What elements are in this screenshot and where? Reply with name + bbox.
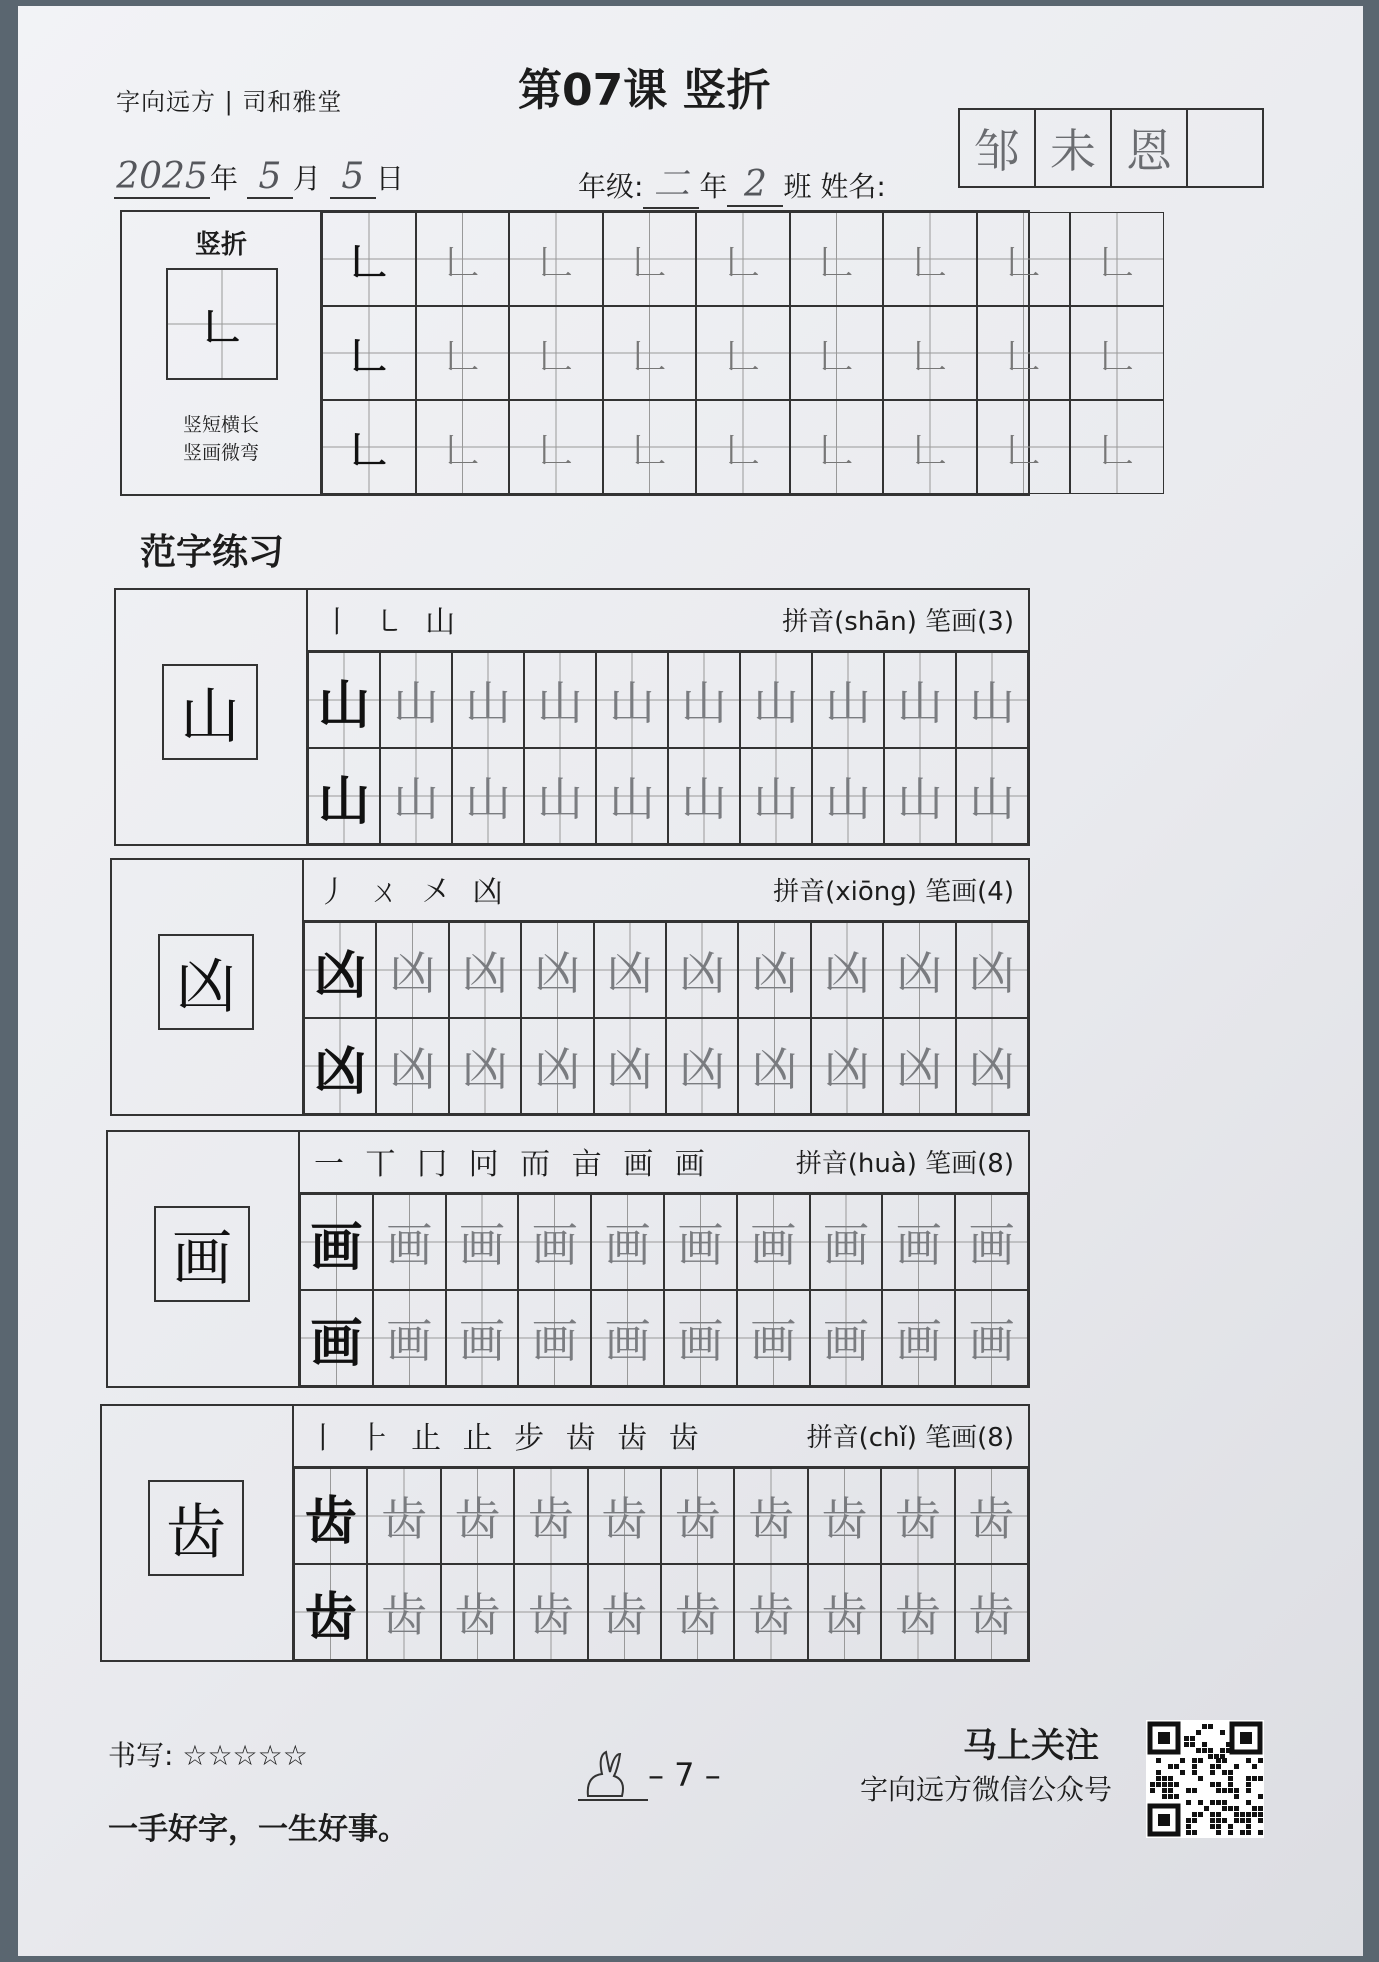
char-practice-glyph: 齿 [601, 1492, 648, 1546]
char-practice-cell [524, 652, 596, 748]
char-practice-glyph: 画 [895, 1218, 942, 1272]
char-practice-glyph: 齿 [674, 1588, 721, 1642]
char-practice-glyph: 凶 [823, 946, 870, 1000]
stroke-practice-glyph: 𠃊 [912, 242, 947, 283]
day-label: 日 [375, 162, 404, 195]
char-practice-glyph: 凶 [968, 946, 1015, 1000]
char-practice-glyph: 凶 [314, 1040, 367, 1102]
char-practice-cell [955, 1290, 1028, 1386]
stroke-model-cell [166, 268, 278, 380]
char-practice-cell [449, 1018, 521, 1114]
char-practice-cell [811, 1018, 883, 1114]
char-practice-glyph: 山 [393, 676, 439, 730]
char-practice-cell [668, 652, 740, 748]
char-practice-cell [594, 1018, 666, 1114]
char-practice-glyph: 凶 [606, 946, 653, 1000]
stroke-practice-glyph: 𠃊 [445, 430, 480, 471]
stroke-practice-cell [1070, 212, 1164, 306]
stroke-practice-glyph: 𠃊 [538, 336, 573, 377]
stroke-practice-glyph: 𠃊 [725, 336, 760, 377]
stroke-practice-glyph: 𠃊 [445, 242, 480, 283]
char-practice-cell [588, 1564, 661, 1660]
char-practice-cell [883, 922, 955, 1018]
class-value: 2 [727, 164, 783, 207]
char-practice-cell [367, 1468, 440, 1564]
stroke-practice-cell [603, 400, 697, 494]
char-practice-glyph: 画 [604, 1218, 651, 1272]
char-model-box [148, 1480, 244, 1576]
stroke-model-symbol: 𠃊 [203, 306, 240, 348]
char-practice-glyph: 山 [897, 772, 943, 826]
day-value: 5 [330, 156, 376, 199]
char-practice-glyph: 齿 [601, 1588, 648, 1642]
char-practice-glyph: 画 [386, 1218, 433, 1272]
stroke-practice-glyph: 𠃊 [912, 336, 947, 377]
stroke-practice-cell [977, 306, 1071, 400]
char-practice-glyph: 凶 [751, 1042, 798, 1096]
char-practice-glyph: 山 [465, 772, 511, 826]
rabbit-icon [578, 1746, 648, 1810]
char-practice-glyph: 画 [677, 1218, 724, 1272]
stroke-practice-glyph: 𠃊 [632, 242, 667, 283]
char-practice-cell [884, 652, 956, 748]
char-practice-cell [521, 1018, 593, 1114]
stroke-sequence: 丿 ㄨ 㐅 凶 [318, 875, 509, 910]
grade-label: 年级: [578, 170, 644, 203]
pinyin-label: 拼音(shān) [782, 606, 917, 637]
char-practice-cell [955, 1468, 1028, 1564]
char-practice-glyph: 山 [681, 772, 727, 826]
rating-stars[interactable]: ☆☆☆☆☆ [182, 1739, 308, 1772]
stroke-practice-glyph: 𠃊 [632, 430, 667, 471]
char-practice-glyph: 画 [531, 1218, 578, 1272]
follow-text: 马上关注 [963, 1726, 1099, 1766]
char-model-glyph: 齿 [166, 1498, 226, 1568]
stroke-practice-cell [883, 306, 977, 400]
section-title: 范字练习 [140, 532, 285, 573]
char-practice-glyph: 山 [897, 676, 943, 730]
char-header [294, 1404, 1028, 1468]
char-practice-cell [882, 1290, 955, 1386]
char-practice-glyph: 画 [968, 1218, 1015, 1272]
char-practice-cell [294, 1564, 367, 1660]
char-model-box [162, 664, 258, 760]
char-practice-glyph: 凶 [389, 946, 436, 1000]
stroke-sequence: 丨 ㇄ 山 [322, 605, 462, 640]
char-header [300, 1130, 1028, 1194]
char-practice-glyph: 齿 [968, 1492, 1015, 1546]
char-practice-cell [452, 748, 524, 844]
char-model-box [158, 934, 254, 1030]
char-practice-cell [664, 1290, 737, 1386]
pinyin-label: 拼音(xiōng) [773, 876, 917, 907]
char-practice-glyph: 凶 [314, 944, 367, 1006]
char-practice-glyph: 画 [604, 1314, 651, 1368]
date-line [114, 156, 404, 199]
name-label: 姓名: [820, 170, 886, 203]
char-practice-glyph: 齿 [381, 1588, 428, 1642]
char-practice-cell [596, 652, 668, 748]
char-practice-cell [811, 922, 883, 1018]
stroke-practice-glyph: 𠃊 [350, 241, 387, 283]
worksheet-page [18, 6, 1363, 1956]
char-practice-cell [591, 1194, 664, 1290]
char-practice-glyph: 画 [531, 1314, 578, 1368]
stroke-practice-cell [416, 212, 510, 306]
char-practice-cell [376, 922, 448, 1018]
page-number: – 7 – [648, 1756, 721, 1794]
char-practice-glyph: 画 [822, 1218, 869, 1272]
char-practice-cell [514, 1564, 587, 1660]
char-model-box [154, 1206, 250, 1302]
stroke-practice-cell [416, 400, 510, 494]
stroke-practice-cell [977, 400, 1071, 494]
char-practice-cell [808, 1564, 881, 1660]
char-practice-cell [294, 1468, 367, 1564]
char-practice-glyph: 画 [458, 1218, 505, 1272]
logo-text: 字向远方 | 司和雅堂 [116, 88, 343, 116]
char-model-glyph: 画 [172, 1224, 232, 1294]
char-practice-glyph: 凶 [461, 1042, 508, 1096]
char-practice-glyph: 画 [386, 1314, 433, 1368]
char-practice-cell [441, 1564, 514, 1660]
char-practice-glyph: 画 [310, 1216, 363, 1278]
qr-code-icon[interactable] [1146, 1720, 1264, 1838]
stroke-practice-glyph: 𠃊 [819, 336, 854, 377]
pinyin-label: 拼音(chǐ) [806, 1422, 917, 1453]
month-value: 5 [247, 156, 293, 199]
rating-row [108, 1734, 308, 1774]
char-practice-cell [380, 748, 452, 844]
stroke-practice-cell [1070, 400, 1164, 494]
char-practice-cell [588, 1468, 661, 1564]
char-practice-cell [446, 1194, 519, 1290]
char-header [304, 858, 1028, 922]
stroke-practice-cell [883, 212, 977, 306]
stroke-practice-cell [322, 400, 416, 494]
stroke-practice-cell [322, 306, 416, 400]
wechat-text: 字向远方微信公众号 [860, 1773, 1113, 1806]
stroke-count-label: 笔画(8) [925, 1148, 1014, 1179]
stroke-practice-cell [696, 212, 790, 306]
stroke-practice-glyph: 𠃊 [819, 242, 854, 283]
char-practice-cell [737, 1290, 810, 1386]
stroke-count-label: 笔画(8) [925, 1422, 1014, 1453]
stroke-practice-glyph: 𠃊 [538, 430, 573, 471]
char-practice-glyph: 齿 [748, 1588, 795, 1642]
year-label: 年 [210, 162, 239, 195]
grade-line [578, 156, 886, 209]
stroke-practice-glyph: 𠃊 [350, 335, 387, 377]
char-practice-cell [518, 1194, 591, 1290]
char-practice-glyph: 齿 [454, 1588, 501, 1642]
char-practice-cell [594, 922, 666, 1018]
char-practice-cell [524, 748, 596, 844]
char-practice-glyph: 山 [753, 772, 799, 826]
char-practice-glyph: 齿 [674, 1492, 721, 1546]
char-practice-cell [668, 748, 740, 844]
stroke-practice-cell [696, 400, 790, 494]
stroke-practice-cell [509, 400, 603, 494]
char-practice-cell [666, 922, 738, 1018]
char-practice-cell [452, 652, 524, 748]
char-practice-glyph: 山 [537, 772, 583, 826]
char-practice-cell [740, 652, 812, 748]
char-practice-cell [449, 922, 521, 1018]
stroke-practice-glyph: 𠃊 [445, 336, 480, 377]
char-practice-cell [661, 1564, 734, 1660]
stroke-practice-cell [509, 212, 603, 306]
char-practice-cell [373, 1290, 446, 1386]
char-practice-cell [883, 1018, 955, 1114]
stroke-practice-glyph: 𠃊 [1006, 430, 1041, 471]
grade-year-label: 年 [699, 170, 728, 203]
char-practice-cell [881, 1564, 954, 1660]
name-char-1: 邹 [960, 110, 1036, 186]
char-practice-glyph: 山 [317, 674, 370, 736]
month-label: 月 [292, 162, 321, 195]
char-practice-glyph: 齿 [821, 1588, 868, 1642]
char-practice-cell [300, 1290, 373, 1386]
stroke-practice-cell [790, 306, 884, 400]
stroke-practice-glyph: 𠃊 [725, 242, 760, 283]
char-practice-glyph: 山 [681, 676, 727, 730]
char-practice-glyph: 山 [825, 676, 871, 730]
char-practice-glyph: 齿 [748, 1492, 795, 1546]
char-practice-cell [380, 652, 452, 748]
year-value: 2025 [114, 156, 210, 199]
char-practice-cell [881, 1468, 954, 1564]
char-practice-cell [518, 1290, 591, 1386]
char-practice-glyph: 凶 [751, 946, 798, 1000]
char-practice-glyph: 齿 [304, 1490, 357, 1552]
stroke-practice-glyph: 𠃊 [1099, 430, 1134, 471]
char-practice-glyph: 齿 [894, 1588, 941, 1642]
grade-value: 二 [643, 156, 699, 209]
char-practice-glyph: 凶 [823, 1042, 870, 1096]
stroke-practice-cell [883, 400, 977, 494]
stroke-count-label: 笔画(3) [925, 606, 1014, 637]
char-model-glyph: 山 [180, 682, 240, 752]
stroke-practice-cell [603, 212, 697, 306]
char-model-glyph: 凶 [176, 952, 236, 1022]
stroke-tip-2: 竖画微弯 [182, 442, 259, 464]
char-practice-cell [734, 1468, 807, 1564]
char-practice-glyph: 齿 [894, 1492, 941, 1546]
stroke-practice-cell [603, 306, 697, 400]
stroke-practice-glyph: 𠃊 [1099, 242, 1134, 283]
motto: 一手好字，一生好事。 [108, 1812, 408, 1847]
char-practice-cell [882, 1194, 955, 1290]
char-practice-cell [441, 1468, 514, 1564]
char-practice-cell [521, 922, 593, 1018]
char-practice-glyph: 凶 [534, 1042, 581, 1096]
char-practice-glyph: 山 [753, 676, 799, 730]
stroke-practice-glyph: 𠃊 [1099, 336, 1134, 377]
stroke-count-label: 笔画(4) [925, 876, 1014, 907]
stroke-practice-cell [416, 306, 510, 400]
char-practice-glyph: 齿 [821, 1492, 868, 1546]
char-practice-glyph: 凶 [968, 1042, 1015, 1096]
stroke-practice-glyph: 𠃊 [1006, 242, 1041, 283]
char-practice-cell [955, 1564, 1028, 1660]
char-practice-glyph: 画 [750, 1314, 797, 1368]
char-practice-cell [514, 1468, 587, 1564]
char-practice-cell [956, 652, 1028, 748]
char-practice-glyph: 山 [969, 772, 1015, 826]
char-practice-glyph: 齿 [454, 1492, 501, 1546]
char-practice-glyph: 画 [310, 1312, 363, 1374]
char-practice-cell [304, 1018, 376, 1114]
char-practice-cell [810, 1290, 883, 1386]
rating-label: 书写: [108, 1739, 174, 1772]
char-practice-glyph: 画 [750, 1218, 797, 1272]
char-practice-cell [591, 1290, 664, 1386]
stroke-sequence: 一 丅 冂 冋 而 亩 画 画 [314, 1147, 711, 1182]
char-practice-cell [308, 652, 380, 748]
stroke-practice-glyph: 𠃊 [819, 430, 854, 471]
char-practice-cell [812, 748, 884, 844]
char-practice-glyph: 山 [465, 676, 511, 730]
char-practice-glyph: 齿 [527, 1492, 574, 1546]
char-header [308, 588, 1028, 652]
char-practice-glyph: 画 [458, 1314, 505, 1368]
char-practice-glyph: 画 [822, 1314, 869, 1368]
stroke-practice-glyph: 𠃊 [725, 430, 760, 471]
stroke-practice-glyph: 𠃊 [632, 336, 667, 377]
char-practice-glyph: 凶 [389, 1042, 436, 1096]
char-practice-cell [367, 1564, 440, 1660]
char-practice-cell [884, 748, 956, 844]
char-practice-cell [661, 1468, 734, 1564]
char-practice-glyph: 齿 [304, 1586, 357, 1648]
stroke-practice-cell [509, 306, 603, 400]
char-practice-glyph: 齿 [381, 1492, 428, 1546]
char-practice-cell [734, 1564, 807, 1660]
char-practice-cell [376, 1018, 448, 1114]
char-practice-glyph: 画 [968, 1314, 1015, 1368]
char-practice-glyph: 凶 [679, 1042, 726, 1096]
char-practice-glyph: 齿 [527, 1588, 574, 1642]
char-practice-cell [740, 748, 812, 844]
char-practice-cell [308, 748, 380, 844]
stroke-practice-cell [977, 212, 1071, 306]
char-practice-cell [738, 922, 810, 1018]
stroke-intro-panel [122, 212, 322, 494]
char-practice-glyph: 凶 [679, 946, 726, 1000]
char-practice-glyph: 凶 [461, 946, 508, 1000]
char-practice-glyph: 凶 [534, 946, 581, 1000]
char-practice-glyph: 山 [609, 772, 655, 826]
stroke-practice-cell [322, 212, 416, 306]
stroke-tip-1: 竖短横长 [182, 414, 259, 436]
char-practice-cell [596, 748, 668, 844]
char-practice-cell [808, 1468, 881, 1564]
stroke-practice-cell [790, 212, 884, 306]
name-char-4 [1188, 110, 1262, 186]
char-practice-glyph: 山 [317, 770, 370, 832]
char-practice-cell [956, 748, 1028, 844]
stroke-practice-glyph: 𠃊 [1006, 336, 1041, 377]
char-practice-cell [955, 1194, 1028, 1290]
char-practice-glyph: 凶 [606, 1042, 653, 1096]
stroke-practice-cell [696, 306, 790, 400]
char-practice-cell [666, 1018, 738, 1114]
char-practice-cell [956, 1018, 1028, 1114]
char-practice-glyph: 山 [969, 676, 1015, 730]
stroke-practice-glyph: 𠃊 [538, 242, 573, 283]
name-char-3: 恩 [1112, 110, 1188, 186]
pinyin-label: 拼音(huà) [795, 1148, 917, 1179]
char-practice-glyph: 凶 [896, 1042, 943, 1096]
char-practice-cell [810, 1194, 883, 1290]
char-practice-cell [812, 652, 884, 748]
stroke-practice-glyph: 𠃊 [350, 429, 387, 471]
char-practice-glyph: 凶 [896, 946, 943, 1000]
char-practice-glyph: 山 [825, 772, 871, 826]
char-practice-glyph: 齿 [968, 1588, 1015, 1642]
stroke-practice-cell [790, 400, 884, 494]
char-practice-glyph: 画 [895, 1314, 942, 1368]
page-title: 第07课 竖折 [518, 65, 771, 116]
class-label: 班 [783, 170, 812, 203]
stroke-title: 竖折 [194, 230, 247, 260]
name-boxes [958, 108, 1264, 188]
char-practice-cell [300, 1194, 373, 1290]
char-practice-cell [664, 1194, 737, 1290]
char-practice-cell [737, 1194, 810, 1290]
char-practice-glyph: 山 [537, 676, 583, 730]
char-practice-cell [956, 922, 1028, 1018]
char-practice-cell [304, 922, 376, 1018]
char-practice-cell [446, 1290, 519, 1386]
char-practice-cell [373, 1194, 446, 1290]
stroke-sequence: 丨 ⺊ 止 止 步 齿 齿 齿 [308, 1421, 705, 1456]
char-practice-glyph: 画 [677, 1314, 724, 1368]
stroke-practice-cell [1070, 306, 1164, 400]
char-practice-glyph: 山 [609, 676, 655, 730]
name-char-2: 未 [1036, 110, 1112, 186]
char-practice-cell [738, 1018, 810, 1114]
char-practice-glyph: 山 [393, 772, 439, 826]
stroke-practice-glyph: 𠃊 [912, 430, 947, 471]
